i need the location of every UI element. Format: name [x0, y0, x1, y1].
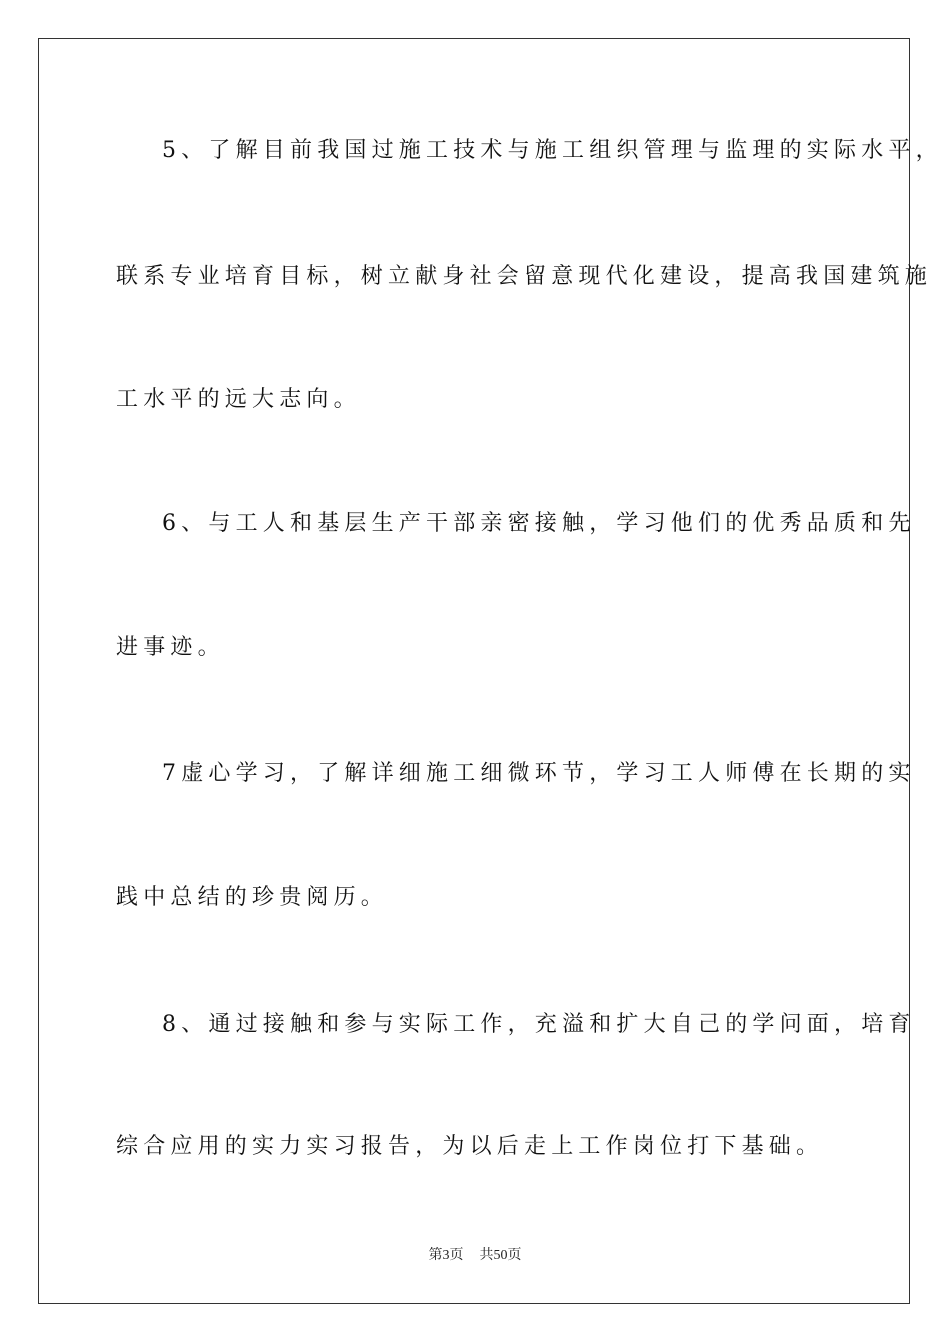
- page-total: 共50页: [479, 1248, 522, 1263]
- paragraph-8-line-2: 综合应用的实力实习报告，为以后走上工作岗位打下基础。: [116, 1134, 824, 1159]
- paragraph-5-line-1: 5、了解目前我国过施工技术与施工组织管理与监理的实际水平，: [162, 138, 943, 163]
- paragraph-8-line-1: 8、通过接触和参与实际工作，充溢和扩大自己的学问面，培育: [162, 1012, 916, 1037]
- page-number: 第3页: [428, 1248, 464, 1263]
- paragraph-6-line-2: 进事迹。: [116, 635, 225, 660]
- page-footer: [0, 1244, 950, 1264]
- paragraph-7-line-1: 7虚心学习，了解详细施工细微环节，学习工人师傅在长期的实: [162, 761, 916, 786]
- paragraph-5-line-2: 联系专业培育目标，树立献身社会留意现代化建设，提高我国建筑施: [116, 264, 933, 289]
- paragraph-7-line-2: 践中总结的珍贵阅历。: [116, 885, 389, 910]
- paragraph-6-line-1: 6、与工人和基层生产干部亲密接触，学习他们的优秀品质和先: [162, 511, 916, 536]
- paragraph-5-line-3: 工水平的远大志向。: [116, 387, 361, 412]
- page-border: [38, 38, 910, 1304]
